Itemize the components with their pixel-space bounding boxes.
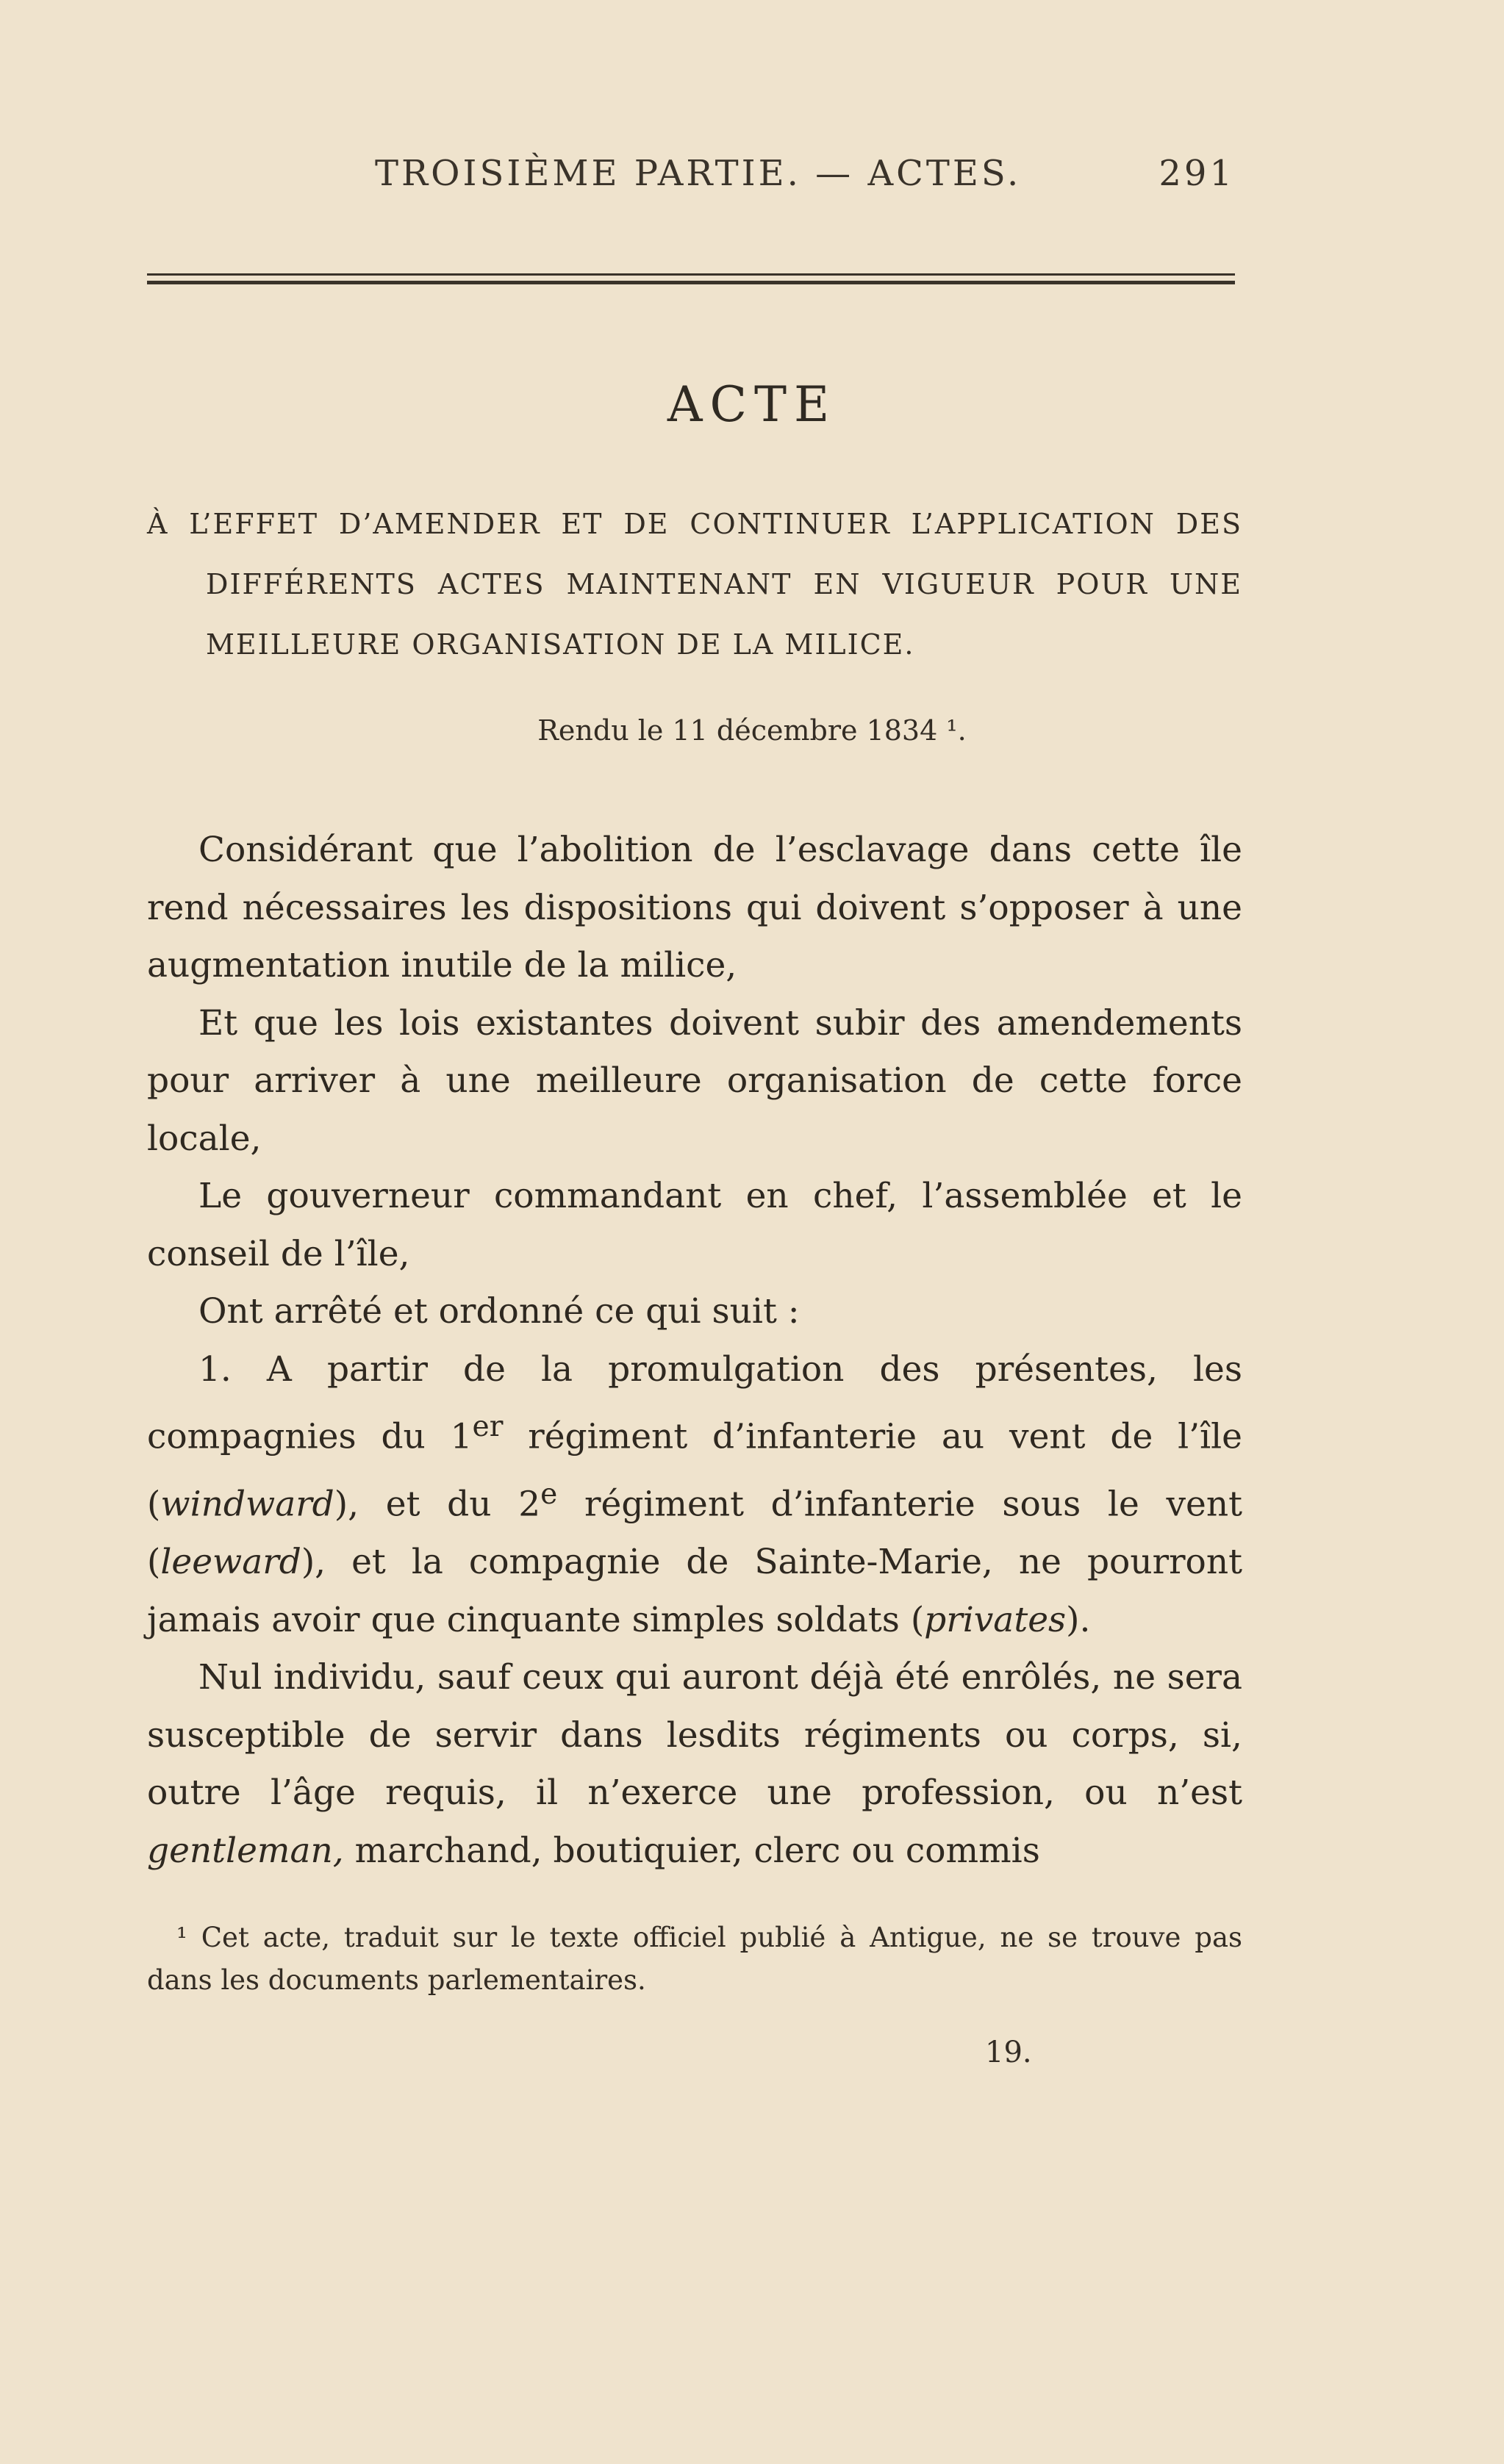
paragraph-considerant: Considérant que l’abolition de l’esclavage dans cette île rend nécessaires les dispositions qui doivent s’opposer à une augmentation inutile de la milice, [147,830,1242,985]
article-1-text-a: 1. A partir de la promulgation des présentes, les compagnies du 1 [147,1348,1242,1457]
paragraph-lois: Et que les lois existantes doivent subir des amendements pour arriver à une meilleure organisation de cette force locale, [147,1002,1242,1159]
act-title: ACTE [667,376,837,433]
article-1-text-c: régiment d’infanterie au vent de l’île ( [147,1416,1242,1525]
footnote: ¹ Cet acte, traduit sur le texte officiel publié à Antigue, ne se trouve pas dans les documents parlementaires. [147,1922,1242,1996]
running-head [147,153,1235,197]
signature-mark: 19. [985,2036,1032,2069]
term-windward: windward [160,1484,334,1525]
running-title: TROISIÈME PARTIE. — ACTES. [375,153,1022,194]
term-gentleman: gentleman, [147,1830,344,1871]
ordinal-er: er [472,1410,504,1443]
header-rule-thin [147,273,1235,276]
ordinal-e: e [540,1478,558,1512]
paragraph-nul-individu [147,1649,1242,1880]
article-1-text-g: régiment d’infanterie sous le vent ( [147,1484,1242,1583]
article-1-text-i: ), et la compagnie de Sainte-Marie, ne pourront jamais avoir que cinquante simples soldats ( [147,1542,1242,1640]
paragraph-article-1 [147,1341,1242,1650]
article-1-text-e: ), et du 2 [334,1484,541,1525]
article-1-text-k: ). [1066,1599,1091,1640]
term-privates: privates [924,1599,1067,1640]
page-number: 291 [1159,153,1235,194]
act-heading: À L’EFFET D’AMENDER ET DE CONTINUER L’APPLICATION DES DIFFÉRENTS ACTES MAINTENANT EN VIGUEUR POUR UNE MEILLEURE ORGANISATION DE LA MILICE. [147,508,1242,661]
dateline: Rendu le 11 décembre 1834 ¹. [537,714,967,747]
paragraph-gouverneur: Le gouverneur commandant en chef, l’assemblée et le conseil de l’île, [147,1176,1242,1274]
nul-individu-text-a: Nul individu, sauf ceux qui auront déjà été enrôlés, ne sera susceptible de servir dans lesdits régiments ou corps, si, outre l’âge requis, il n’exerce une profession, ou n’est [147,1657,1242,1814]
nul-individu-text-c: marchand, boutiquier, clerc ou commis [343,1830,1040,1871]
header-rule-thick [147,281,1235,284]
body-text [147,822,1242,1880]
paragraph-ordonne: Ont arrêté et ordonné ce qui suit : [198,1291,800,1332]
term-leeward: leeward [160,1542,301,1583]
